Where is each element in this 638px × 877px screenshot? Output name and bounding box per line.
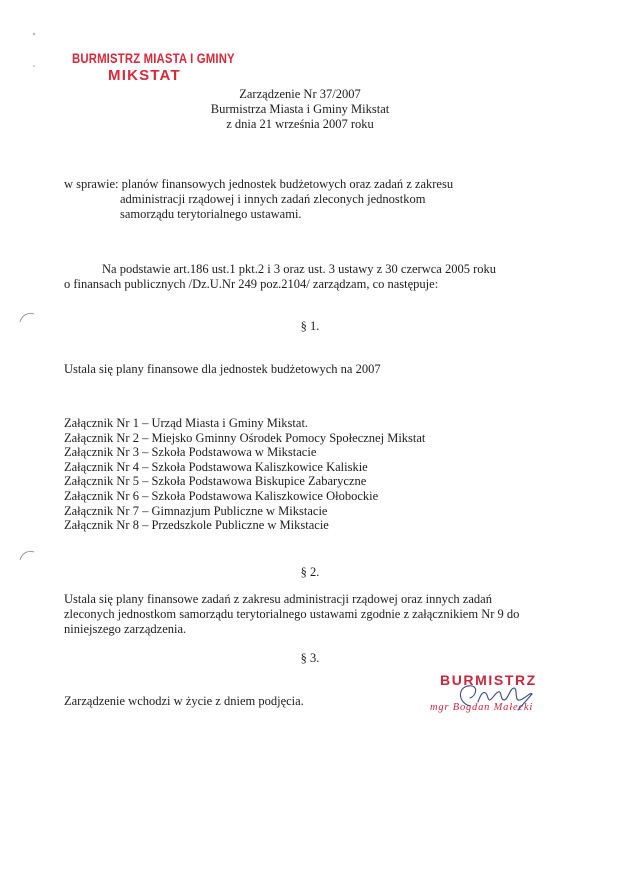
subject-line-1: w sprawie: planów finansowych jednostek budżetowych oraz zadań z zakresu bbox=[64, 177, 454, 191]
ordinance-issuer: Burmistrza Miasta i Gminy Mikstat bbox=[210, 102, 390, 116]
subject-line-2: administracji rządowej i innych zadań zleconych jednostkom bbox=[120, 192, 426, 206]
section-3-heading: § 3. bbox=[300, 651, 320, 665]
scan-mark bbox=[30, 30, 38, 38]
subject-line-3: samorządu terytorialnego ustawami. bbox=[120, 207, 302, 221]
section-1-heading: § 1. bbox=[300, 319, 320, 333]
section-1-text: Ustala się plany finansowe dla jednostek budżetowych na 2007 bbox=[64, 362, 381, 376]
attachment-item: Załącznik Nr 4 – Szkoła Podstawowa Kaliszkowice Kaliskie bbox=[64, 459, 368, 474]
section-2-heading: § 2. bbox=[300, 565, 320, 579]
ordinance-header bbox=[180, 87, 420, 132]
attachment-item: Załącznik Nr 8 – Przedszkole Publiczne w Mikstacie bbox=[64, 518, 329, 533]
stamp-line-2: MIKSTAT bbox=[108, 67, 181, 84]
stamp-line-1: BURMISTRZ MIASTA I GMINY bbox=[72, 51, 235, 66]
handwritten-signature bbox=[448, 676, 548, 716]
attachment-item: Załącznik Nr 5 – Szkoła Podstawowa Biskupice Zabaryczne bbox=[64, 474, 367, 489]
ordinance-number: Zarządzenie Nr 37/2007 bbox=[239, 87, 361, 101]
signature-stamp-title: BURMISTRZ bbox=[440, 672, 537, 688]
attachment-item: Załącznik Nr 3 – Szkoła Podstawowa w Mikstacie bbox=[64, 445, 317, 460]
attachment-item: Załącznik Nr 7 – Gimnazjum Publiczne w Mikstacie bbox=[64, 503, 328, 518]
legal-basis-line-2: o finansach publicznych /Dz.U.Nr 249 poz.2104/ zarządzam, co następuje: bbox=[64, 277, 439, 291]
section-2-line-3: niniejszego zarządzenia. bbox=[64, 622, 187, 636]
office-stamp bbox=[72, 50, 235, 84]
section-2-line-1: Ustala się plany finansowe zadań z zakresu administracji rządowej oraz innych zadań bbox=[64, 592, 492, 606]
punch-hole-mark bbox=[18, 548, 36, 562]
ordinance-date: z dnia 21 września 2007 roku bbox=[226, 117, 374, 131]
signature-stamp-name: mgr Bogdan Małecki bbox=[430, 702, 534, 713]
attachment-list bbox=[64, 416, 425, 533]
punch-hole-mark bbox=[18, 310, 36, 324]
attachment-item: Załącznik Nr 2 – Miejsko Gminny Ośrodek Pomocy Społecznej Mikstat bbox=[64, 430, 426, 445]
scan-mark bbox=[30, 62, 38, 70]
section-3-text: Zarządzenie wchodzi w życie z dniem podjęcia. bbox=[64, 694, 304, 708]
legal-basis-line-1: Na podstawie art.186 ust.1 pkt.2 i 3 oraz ust. 3 ustawy z 30 czerwca 2005 roku bbox=[102, 262, 497, 276]
section-2-line-2: zleconych jednostkom samorządu terytorialnego ustawami zgodnie z załącznikiem Nr 9 do bbox=[64, 607, 520, 621]
attachment-item: Załącznik Nr 1 – Urząd Miasta i Gminy Mikstat. bbox=[64, 416, 309, 430]
attachment-item: Załącznik Nr 6 – Szkoła Podstawowa Kaliszkowice Ołobockie bbox=[64, 488, 379, 503]
